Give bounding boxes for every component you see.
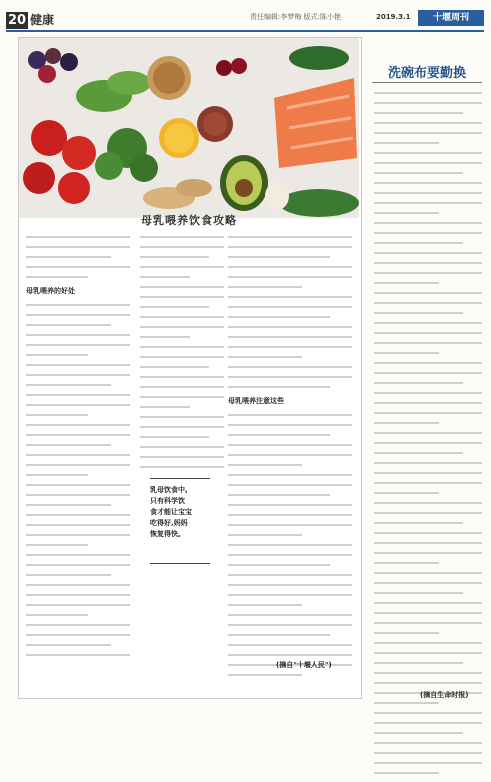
subheading-notes: 母乳喂养注意这些 (228, 397, 284, 405)
issue-date: 2019.3.1 (376, 13, 411, 21)
publication-brand: 十堰周刊 (418, 10, 484, 26)
pull-quote: 乳母饮食中, 只有科学饮 食才能让宝宝 吃得好,妈妈 恢复得快。 (150, 478, 210, 564)
article-title: 母乳喂养饮食攻略 (141, 214, 237, 227)
side-article-title: 洗碗布要勤换 (387, 66, 466, 81)
header-rule (6, 30, 484, 32)
food-illustration (19, 38, 359, 218)
editors-line: 责任编辑:李梦梅 版式:陈小艳 (250, 13, 341, 21)
subheading-benefits: 母乳喂养的好处 (26, 287, 75, 295)
garlic (265, 182, 289, 210)
article-column-2 (140, 236, 224, 476)
article-column-1 (26, 236, 130, 664)
food-photo (19, 38, 359, 218)
article-source: (摘自"十堰人民") (276, 661, 332, 669)
orange-slice (159, 118, 199, 158)
beans-bowl (197, 106, 233, 142)
nuts-bowl (147, 56, 191, 100)
section-name: 健康 (30, 13, 55, 27)
page-header (0, 0, 491, 34)
side-title-rule (372, 82, 482, 83)
side-article-body (374, 92, 482, 782)
avocado (220, 155, 268, 211)
article-column-3 (228, 236, 352, 684)
page-number: 20 (7, 13, 27, 28)
side-article-source: (摘自生命时报) (420, 691, 469, 699)
